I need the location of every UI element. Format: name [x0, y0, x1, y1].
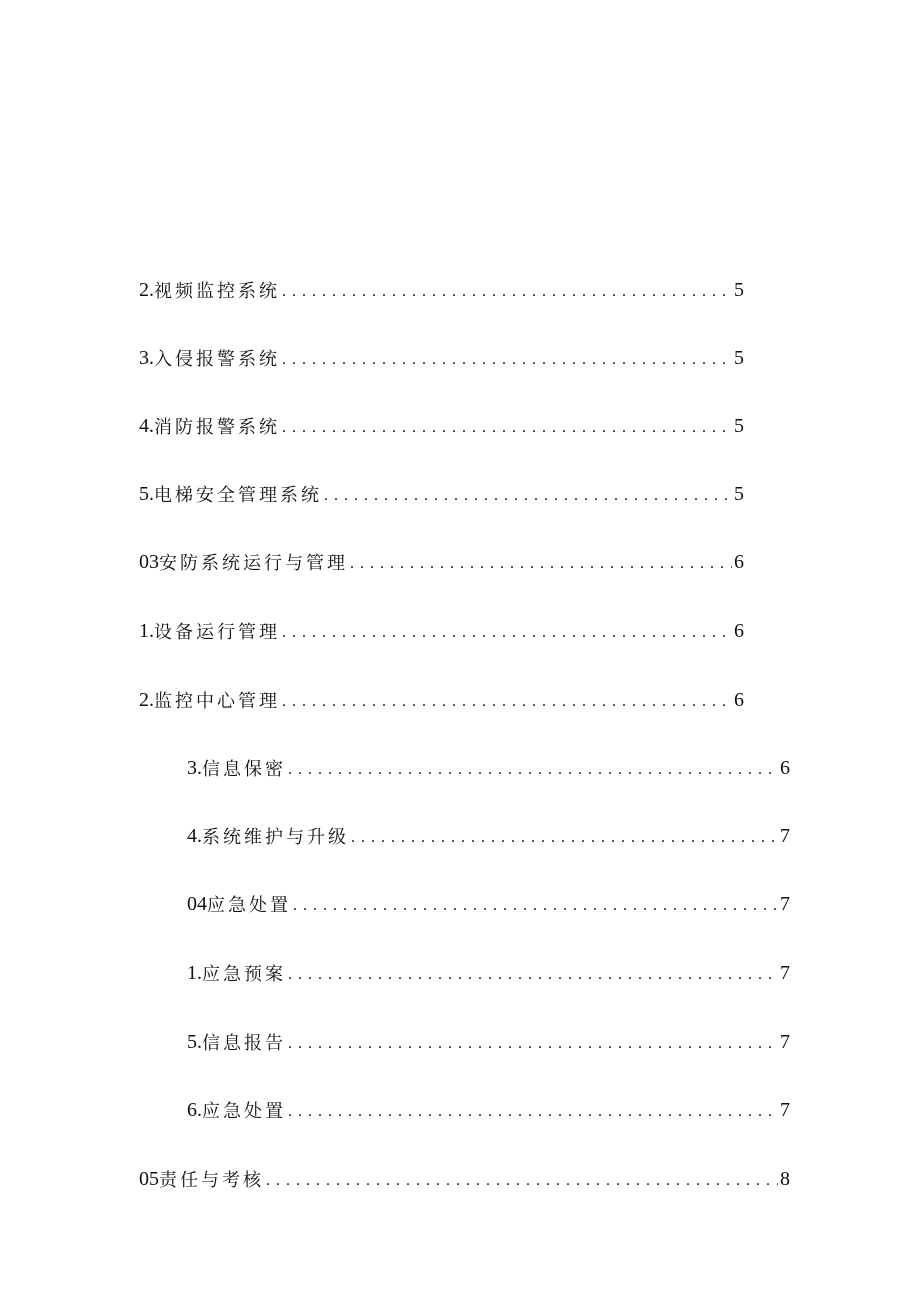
- toc-entry-number: 5: [139, 482, 149, 505]
- toc-entry-number: 03: [139, 550, 159, 573]
- toc-entry-separator: .: [197, 1098, 202, 1121]
- toc-entry[interactable]: [139, 479, 744, 509]
- toc-leader-dots: [288, 1095, 778, 1125]
- toc-entry-title: 系统维护与升级: [202, 827, 349, 848]
- toc-entry-page: 6: [734, 688, 744, 711]
- toc-leader-dots: [282, 343, 732, 373]
- toc-entry-separator: .: [149, 278, 154, 301]
- toc-entry-page: 7: [780, 824, 790, 847]
- toc-entry[interactable]: [139, 547, 744, 577]
- toc-entry[interactable]: [187, 753, 790, 783]
- toc-entry-separator: .: [197, 756, 202, 779]
- toc-entry[interactable]: [187, 821, 790, 851]
- toc-entry[interactable]: [139, 343, 744, 373]
- toc-entry-page: 7: [780, 961, 790, 984]
- toc-leader-dots: [288, 1027, 778, 1057]
- toc-entry-page: 7: [780, 1098, 790, 1121]
- toc-entry-title: 电梯安全管理系统: [154, 485, 322, 506]
- toc-leader-dots: [350, 547, 732, 577]
- toc-entry-number: 1.: [139, 619, 154, 642]
- toc-entry-page: 5: [734, 414, 744, 437]
- toc-entry-separator: .: [197, 1030, 202, 1053]
- toc-entry-title: 信息报告: [202, 1033, 286, 1054]
- toc-entry-title: 信息保密: [202, 759, 286, 780]
- toc-entry-separator: .: [149, 482, 154, 505]
- toc-entry-number: 5: [187, 1030, 197, 1053]
- toc-entry-title: 应急处置: [207, 895, 291, 916]
- toc-entry-page: 7: [780, 1030, 790, 1053]
- toc-entry-page: 7: [780, 892, 790, 915]
- toc-entry-number: 4: [139, 414, 149, 437]
- toc-entry-title: 安防系统运行与管理: [159, 553, 348, 574]
- toc-entry-number: 4: [187, 824, 197, 847]
- toc-entry-page: 5: [734, 346, 744, 369]
- toc-entry[interactable]: [139, 411, 744, 441]
- toc-leader-dots: [282, 616, 732, 646]
- toc-leader-dots: [293, 889, 778, 919]
- toc-entry-title: 视频监控系统: [154, 281, 280, 302]
- toc-entry-number: 1.: [187, 961, 202, 984]
- toc-entry-number: 04: [187, 892, 207, 915]
- toc-entry-number: 3: [187, 756, 197, 779]
- toc-entry-page: 5: [734, 278, 744, 301]
- toc-entry[interactable]: [139, 685, 744, 715]
- toc-entry-number: 05: [139, 1167, 159, 1190]
- toc-entry-number: 2: [139, 278, 149, 301]
- toc-entry-title: 监控中心管理: [154, 691, 280, 712]
- toc-entry-page: 6: [780, 756, 790, 779]
- toc-entry-separator: .: [149, 414, 154, 437]
- toc-leader-dots: [282, 275, 732, 305]
- toc-entry[interactable]: [139, 616, 744, 646]
- toc-entry-page: 8: [780, 1167, 790, 1190]
- toc-leader-dots: [282, 685, 732, 715]
- toc-entry[interactable]: [187, 889, 790, 919]
- toc-entry-title: 入侵报警系统: [154, 349, 280, 370]
- toc-entry[interactable]: [139, 1164, 790, 1194]
- toc-leader-dots: [288, 958, 778, 988]
- toc-entry-page: 5: [734, 482, 744, 505]
- toc-entry-number: 3: [139, 346, 149, 369]
- toc-entry-title: 应急处置: [202, 1101, 286, 1122]
- toc-entry-page: 6: [734, 619, 744, 642]
- toc-entry-title: 责任与考核: [159, 1170, 264, 1191]
- toc-entry-page: 6: [734, 550, 744, 573]
- toc-entry[interactable]: [187, 1027, 790, 1057]
- toc-entry-title: 设备运行管理: [154, 622, 280, 643]
- toc-leader-dots: [282, 411, 732, 441]
- toc-entry-title: 消防报警系统: [154, 417, 280, 438]
- toc-leader-dots: [288, 753, 778, 783]
- toc-entry-number: 6: [187, 1098, 197, 1121]
- toc-entry-number: 2.: [139, 688, 154, 711]
- toc-entry-separator: .: [149, 346, 154, 369]
- toc-entry-separator: .: [197, 824, 202, 847]
- toc-leader-dots: [324, 479, 732, 509]
- toc-entry[interactable]: [187, 1095, 790, 1125]
- toc-entry-title: 应急预案: [202, 964, 286, 985]
- toc-leader-dots: [266, 1164, 778, 1194]
- toc-leader-dots: [351, 821, 778, 851]
- toc-entry[interactable]: [187, 958, 790, 988]
- toc-entry[interactable]: [139, 275, 744, 305]
